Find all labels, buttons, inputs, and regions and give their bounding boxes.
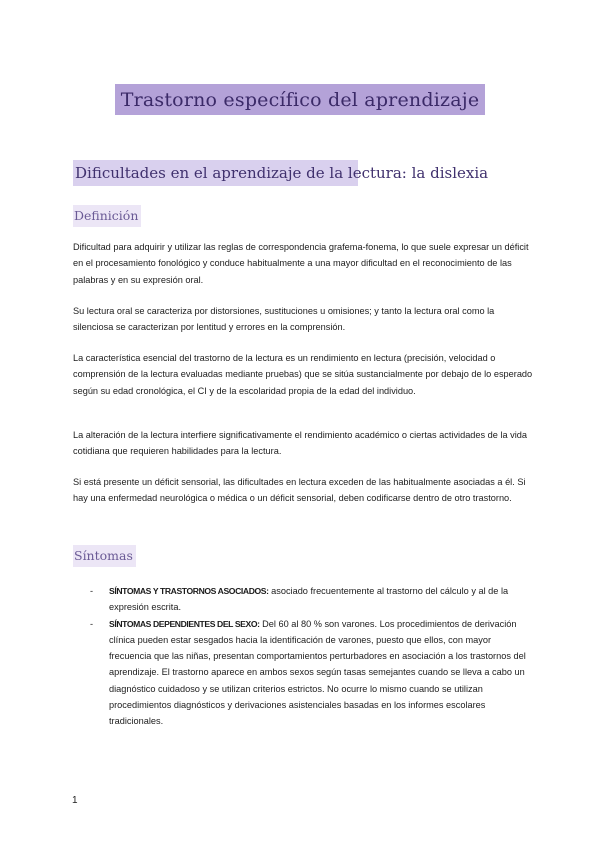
- list-item: [90, 616, 535, 730]
- bullet-marker: -: [90, 618, 94, 629]
- list-item: [90, 583, 535, 616]
- paragraph: Su lectura oral se caracteriza por distorsiones, sustituciones u omisiones; y tanto la lectura oral como la silenciosa se caracterizan por lentitud y errores en la comprensión.: [73, 306, 495, 333]
- bullet-lead: SÍNTOMAS DEPENDIENTES DEL SEXO:: [109, 618, 260, 629]
- subheading-symptoms: Síntomas: [73, 545, 136, 567]
- bullet-text: asociado frecuentemente al trastorno del cálculo y al de la expresión escrita.: [109, 586, 509, 613]
- page-title: Trastorno específico del aprendizaje: [115, 84, 486, 115]
- subheading-definition: Definición: [73, 205, 141, 227]
- title-wrapper: [0, 84, 600, 115]
- bullet-text: Del 60 al 80 % son varones. Los procedimientos de derivación clínica pueden estar sesgados hacia la identificación de varones, puesto que ellos, con mayor frecuencia que las niñas, presentan comportamientos perturbadores en asociación a los trastornos del aprendizaje. El trastorno aparece en ambos sexos según tasas semejantes cuando se lleva a cabo un diagnóstico cuidadoso y se utilizan criterios estrictos. No ocurre lo mismo cuando se utilizan procedimientos diagnósticos y derivaciones asistenciales basadas en los informes escolares tradicionales.: [109, 618, 526, 727]
- paragraph: Dificultad para adquirir y utilizar las reglas de correspondencia grafema-fonema, lo que suele expresar un déficit en el procesamiento fonológico y conduce habitualmente a una mayor dificultad en el reconocimiento de las palabras y en su expresión oral.: [73, 242, 529, 285]
- bullet-marker: -: [90, 586, 94, 596]
- section-heading: Dificultades en el aprendizaje de la lectura: la dislexia: [73, 160, 358, 186]
- page-number: 1: [72, 795, 78, 806]
- bullet-lead: SÍNTOMAS Y TRASTORNOS ASOCIADOS:: [109, 586, 269, 596]
- symptoms-list: [90, 583, 535, 730]
- paragraph: La característica esencial del trastorno de la lectura es un rendimiento en lectura (precisión, velocidad o comprensión de la lectura evaluadas mediante pruebas) que se sitúa sustancialmente por debajo de lo esperado según su edad cronológica, el CI y de la escolaridad propia de la edad del individuo.: [73, 353, 533, 396]
- paragraph: Si está presente un déficit sensorial, las dificultades en lectura exceden de las habitualmente asociadas a él. Si hay una enfermedad neurológica o médica o un déficit sensorial, deben codificarse dentro de otro trastorno.: [73, 477, 526, 504]
- paragraph: La alteración de la lectura interfiere significativamente el rendimiento académico o ciertas actividades de la vida cotidiana que requieren habilidades para la lectura.: [73, 430, 528, 457]
